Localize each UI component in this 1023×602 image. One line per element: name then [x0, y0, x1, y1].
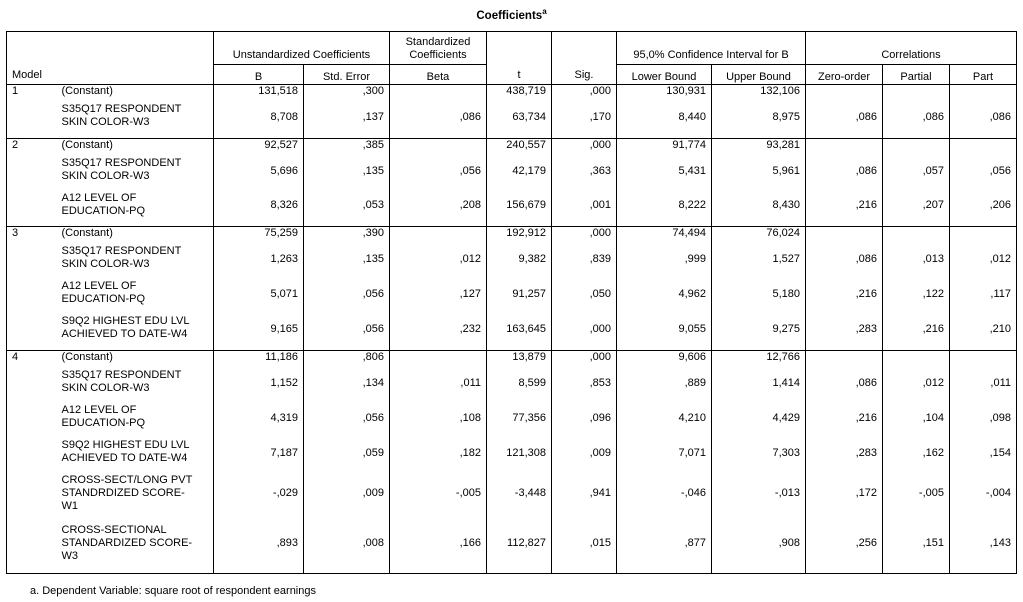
beta-cell: ,208: [390, 192, 487, 227]
beta-cell: ,108: [390, 404, 487, 439]
model-id-cell: [7, 280, 57, 315]
lower-bound-cell: 91,774: [617, 138, 712, 157]
partial-cell: [883, 227, 950, 246]
upper-bound-cell: 7,303: [712, 439, 806, 474]
lower-bound-cell: 5,431: [617, 157, 712, 192]
model-id-cell: [7, 524, 57, 574]
header-part: Part: [950, 65, 1017, 85]
upper-bound-cell: 5,961: [712, 157, 806, 192]
beta-cell: [390, 350, 487, 369]
table-row: [7, 138, 1017, 157]
std-error-cell: ,385: [304, 138, 390, 157]
table-row: [7, 369, 1017, 404]
upper-bound-cell: 5,180: [712, 280, 806, 315]
std-error-cell: ,300: [304, 85, 390, 104]
partial-cell: ,216: [883, 315, 950, 350]
lower-bound-cell: ,877: [617, 524, 712, 574]
beta-cell: [390, 85, 487, 104]
b-cell: 11,186: [214, 350, 304, 369]
partial-cell: ,013: [883, 245, 950, 280]
lower-bound-cell: 8,222: [617, 192, 712, 227]
predictor-cell: (Constant): [57, 227, 214, 246]
table-title-footnote-marker: a: [542, 7, 547, 16]
header-upper-bound: Upper Bound: [712, 65, 806, 85]
upper-bound-cell: 1,527: [712, 245, 806, 280]
header-unstandardized: Unstandardized Coefficients: [214, 32, 390, 65]
predictor-cell: S9Q2 HIGHEST EDU LVL ACHIEVED TO DATE-W4: [61, 438, 190, 464]
b-cell: 8,326: [214, 192, 304, 227]
lower-bound-cell: 9,606: [617, 350, 712, 369]
upper-bound-cell: 76,024: [712, 227, 806, 246]
part-cell: -,004: [950, 474, 1017, 524]
part-cell: ,098: [950, 404, 1017, 439]
table-row: [7, 245, 1017, 280]
partial-cell: ,057: [883, 157, 950, 192]
header-b: B: [214, 65, 304, 85]
beta-cell: [390, 227, 487, 246]
b-cell: 75,259: [214, 227, 304, 246]
predictor-cell: S35Q17 RESPONDENT SKIN COLOR-W3: [61, 103, 182, 128]
part-cell: ,154: [950, 439, 1017, 474]
zero-order-cell: [806, 85, 883, 104]
zero-order-cell: ,172: [806, 474, 883, 524]
header-standardized-text: Standardized Coefficients: [405, 36, 471, 61]
model-id-cell: 4: [7, 350, 57, 369]
upper-bound-cell: 132,106: [712, 85, 806, 104]
predictor-cell: A12 LEVEL OF EDUCATION-PQ: [61, 280, 146, 305]
beta-cell: ,127: [390, 280, 487, 315]
t-cell: 91,257: [487, 280, 552, 315]
part-cell: ,086: [950, 103, 1017, 138]
header-lower-bound: Lower Bound: [617, 65, 712, 85]
partial-cell: ,207: [883, 192, 950, 227]
predictor-cell: S9Q2 HIGHEST EDU LVL ACHIEVED TO DATE-W4: [61, 315, 190, 340]
upper-bound-cell: 93,281: [712, 138, 806, 157]
model-id-cell: 1: [7, 85, 57, 104]
predictor-cell: A12 LEVEL OF EDUCATION-PQ: [61, 403, 146, 429]
part-cell: ,206: [950, 192, 1017, 227]
b-cell: 1,263: [214, 245, 304, 280]
table-row: [7, 227, 1017, 246]
beta-cell: ,182: [390, 439, 487, 474]
sig-cell: ,001: [552, 192, 617, 227]
zero-order-cell: ,086: [806, 157, 883, 192]
table-row: [7, 350, 1017, 369]
lower-bound-cell: 7,071: [617, 439, 712, 474]
beta-cell: [390, 138, 487, 157]
sig-cell: ,000: [552, 350, 617, 369]
t-cell: 192,912: [487, 227, 552, 246]
part-cell: ,117: [950, 280, 1017, 315]
part-cell: ,056: [950, 157, 1017, 192]
part-cell: [950, 350, 1017, 369]
b-cell: 9,165: [214, 315, 304, 350]
upper-bound-cell: 12,766: [712, 350, 806, 369]
coefficients-table: [6, 31, 1017, 574]
t-cell: 438,719: [487, 85, 552, 104]
model-id-cell: [7, 439, 57, 474]
std-error-cell: ,056: [304, 315, 390, 350]
header-correlations: Correlations: [806, 32, 1017, 65]
b-cell: 5,071: [214, 280, 304, 315]
zero-order-cell: [806, 227, 883, 246]
zero-order-cell: [806, 138, 883, 157]
upper-bound-cell: 8,430: [712, 192, 806, 227]
beta-cell: ,086: [390, 103, 487, 138]
sig-cell: ,015: [552, 524, 617, 574]
predictor-cell: S35Q17 RESPONDENT SKIN COLOR-W3: [61, 156, 182, 182]
std-error-cell: ,134: [304, 369, 390, 404]
partial-cell: [883, 138, 950, 157]
sig-cell: ,839: [552, 245, 617, 280]
t-cell: 42,179: [487, 157, 552, 192]
table-row: [7, 103, 1017, 138]
table-row: [7, 474, 1017, 524]
header-std-error: Std. Error: [304, 65, 390, 85]
header-beta: Beta: [390, 65, 487, 85]
std-error-cell: ,056: [304, 404, 390, 439]
t-cell: 112,827: [487, 524, 552, 574]
t-cell: 63,734: [487, 103, 552, 138]
upper-bound-cell: 9,275: [712, 315, 806, 350]
zero-order-cell: ,086: [806, 103, 883, 138]
sig-cell: ,000: [552, 138, 617, 157]
sig-cell: ,096: [552, 404, 617, 439]
t-cell: 121,308: [487, 439, 552, 474]
std-error-cell: ,137: [304, 103, 390, 138]
sig-cell: ,853: [552, 369, 617, 404]
header-partial: Partial: [883, 65, 950, 85]
table-title: [0, 7, 1023, 22]
upper-bound-cell: -,013: [712, 474, 806, 524]
lower-bound-cell: ,999: [617, 245, 712, 280]
predictor-cell: (Constant): [57, 85, 214, 104]
partial-cell: ,086: [883, 103, 950, 138]
model-id-cell: [7, 315, 57, 350]
model-id-cell: [7, 369, 57, 404]
table-row: [7, 524, 1017, 574]
zero-order-cell: ,283: [806, 439, 883, 474]
header-confidence-interval: 95,0% Confidence Interval for B: [617, 32, 806, 65]
table-row: [7, 404, 1017, 439]
sig-cell: ,000: [552, 315, 617, 350]
std-error-cell: ,008: [304, 524, 390, 574]
b-cell: 5,696: [214, 157, 304, 192]
part-cell: ,011: [950, 369, 1017, 404]
t-cell: 8,599: [487, 369, 552, 404]
zero-order-cell: ,256: [806, 524, 883, 574]
footnote: a. Dependent Variable: square root of respondent earnings: [30, 585, 316, 597]
header-standardized: [390, 32, 487, 65]
table-row: [7, 192, 1017, 227]
b-cell: -,029: [214, 474, 304, 524]
predictor-cell: S35Q17 RESPONDENT SKIN COLOR-W3: [61, 245, 182, 270]
model-id-cell: [7, 245, 57, 280]
b-cell: 8,708: [214, 103, 304, 138]
model-id-cell: 3: [7, 227, 57, 246]
zero-order-cell: ,086: [806, 245, 883, 280]
b-cell: ,893: [214, 524, 304, 574]
partial-cell: ,151: [883, 524, 950, 574]
table-row: [7, 315, 1017, 350]
t-cell: 13,879: [487, 350, 552, 369]
std-error-cell: ,390: [304, 227, 390, 246]
sig-cell: ,000: [552, 227, 617, 246]
partial-cell: ,122: [883, 280, 950, 315]
part-cell: ,012: [950, 245, 1017, 280]
model-id-cell: [7, 404, 57, 439]
model-id-cell: [7, 192, 57, 227]
model-id-cell: [7, 474, 57, 524]
beta-cell: ,011: [390, 369, 487, 404]
beta-cell: -,005: [390, 474, 487, 524]
predictor-cell: (Constant): [57, 350, 214, 369]
partial-cell: -,005: [883, 474, 950, 524]
header-model: Model: [7, 32, 214, 85]
partial-cell: [883, 350, 950, 369]
upper-bound-cell: 4,429: [712, 404, 806, 439]
header-sig: Sig.: [552, 32, 617, 85]
part-cell: ,143: [950, 524, 1017, 574]
upper-bound-cell: 8,975: [712, 103, 806, 138]
beta-cell: ,166: [390, 524, 487, 574]
partial-cell: ,104: [883, 404, 950, 439]
model-id-cell: [7, 103, 57, 138]
std-error-cell: ,059: [304, 439, 390, 474]
upper-bound-cell: 1,414: [712, 369, 806, 404]
model-id-cell: 2: [7, 138, 57, 157]
table-row: [7, 157, 1017, 192]
zero-order-cell: [806, 350, 883, 369]
table-header: [7, 32, 1017, 85]
predictor-cell: (Constant): [57, 138, 214, 157]
t-cell: -3,448: [487, 474, 552, 524]
t-cell: 163,645: [487, 315, 552, 350]
std-error-cell: ,135: [304, 245, 390, 280]
upper-bound-cell: ,908: [712, 524, 806, 574]
t-cell: 9,382: [487, 245, 552, 280]
sig-cell: ,170: [552, 103, 617, 138]
lower-bound-cell: 8,440: [617, 103, 712, 138]
sig-cell: ,941: [552, 474, 617, 524]
header-t: t: [487, 32, 552, 85]
lower-bound-cell: -,046: [617, 474, 712, 524]
b-cell: 92,527: [214, 138, 304, 157]
lower-bound-cell: 74,494: [617, 227, 712, 246]
zero-order-cell: ,283: [806, 315, 883, 350]
predictor-cell: CROSS-SECT/LONG PVT STANDRDIZED SCORE- W1: [61, 473, 193, 512]
b-cell: 1,152: [214, 369, 304, 404]
part-cell: [950, 138, 1017, 157]
sig-cell: ,050: [552, 280, 617, 315]
table-row: [7, 439, 1017, 474]
sig-cell: ,000: [552, 85, 617, 104]
table-title-text: Coefficients: [476, 9, 543, 22]
table-body: [7, 85, 1017, 574]
lower-bound-cell: 130,931: [617, 85, 712, 104]
lower-bound-cell: 4,210: [617, 404, 712, 439]
std-error-cell: ,053: [304, 192, 390, 227]
std-error-cell: ,135: [304, 157, 390, 192]
predictor-cell: A12 LEVEL OF EDUCATION-PQ: [61, 191, 146, 217]
lower-bound-cell: ,889: [617, 369, 712, 404]
part-cell: [950, 227, 1017, 246]
beta-cell: ,056: [390, 157, 487, 192]
std-error-cell: ,806: [304, 350, 390, 369]
predictor-cell: S35Q17 RESPONDENT SKIN COLOR-W3: [61, 368, 182, 394]
beta-cell: ,012: [390, 245, 487, 280]
beta-cell: ,232: [390, 315, 487, 350]
std-error-cell: ,056: [304, 280, 390, 315]
partial-cell: [883, 85, 950, 104]
lower-bound-cell: 4,962: [617, 280, 712, 315]
b-cell: 131,518: [214, 85, 304, 104]
t-cell: 156,679: [487, 192, 552, 227]
zero-order-cell: ,216: [806, 192, 883, 227]
zero-order-cell: ,216: [806, 280, 883, 315]
partial-cell: ,162: [883, 439, 950, 474]
b-cell: 7,187: [214, 439, 304, 474]
part-cell: ,210: [950, 315, 1017, 350]
part-cell: [950, 85, 1017, 104]
sig-cell: ,009: [552, 439, 617, 474]
b-cell: 4,319: [214, 404, 304, 439]
partial-cell: ,012: [883, 369, 950, 404]
sig-cell: ,363: [552, 157, 617, 192]
table-row: [7, 85, 1017, 104]
header-zero-order: Zero-order: [806, 65, 883, 85]
table-row: [7, 280, 1017, 315]
lower-bound-cell: 9,055: [617, 315, 712, 350]
t-cell: 240,557: [487, 138, 552, 157]
t-cell: 77,356: [487, 404, 552, 439]
zero-order-cell: ,216: [806, 404, 883, 439]
zero-order-cell: ,086: [806, 369, 883, 404]
model-id-cell: [7, 157, 57, 192]
predictor-cell: CROSS-SECTIONAL STANDARDIZED SCORE- W3: [57, 524, 214, 574]
std-error-cell: ,009: [304, 474, 390, 524]
